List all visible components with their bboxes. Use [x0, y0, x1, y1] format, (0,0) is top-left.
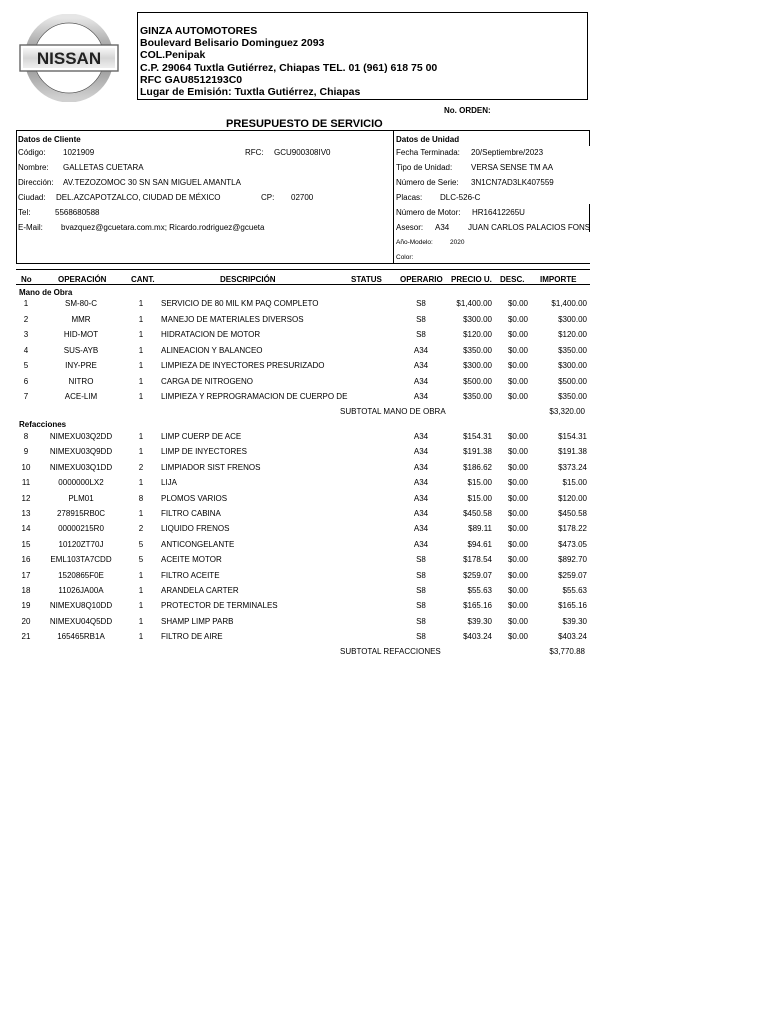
row-operator: A34	[413, 509, 429, 518]
row-unit-price: $1,400.00	[456, 299, 492, 308]
row-amount: $500.00	[558, 376, 587, 386]
row-operation-code: 1520865F0E	[58, 570, 104, 580]
row-operation-code: NIMEXU03Q1DD	[49, 462, 113, 472]
row-number: 14	[21, 524, 31, 534]
row-unit-price: $165.16	[463, 601, 492, 611]
row-quantity: 1	[138, 330, 144, 339]
row-discount: $0.00	[507, 345, 528, 355]
unit-model-year: 2020	[450, 239, 465, 246]
row-amount: $350.00	[558, 345, 587, 355]
row-unit-price: $450.58	[463, 509, 492, 518]
col-header-descripcion: DESCRIPCIÓN	[220, 275, 276, 284]
row-description: LIMP CUERP DE ACE	[161, 432, 242, 441]
row-number: 15	[21, 539, 31, 549]
row-quantity: 2	[138, 462, 144, 472]
table-row	[0, 346, 768, 358]
unit-engine-label: Número de Motor:	[396, 208, 461, 217]
row-discount: $0.00	[507, 392, 528, 401]
row-operation-code: NIMEXU03Q9DD	[49, 447, 113, 457]
row-quantity: 2	[138, 524, 144, 534]
client-code-label: Código:	[18, 148, 46, 157]
row-discount: $0.00	[507, 539, 528, 549]
row-number: 21	[21, 632, 31, 642]
row-unit-price: $120.00	[463, 330, 492, 339]
row-amount: $300.00	[558, 361, 587, 370]
row-operation-code: 11026JA00A	[58, 586, 104, 595]
row-description: ARANDELA CARTER	[161, 586, 239, 595]
row-description: FILTRO ACEITE	[161, 570, 220, 580]
table-row	[0, 571, 768, 583]
row-amount: $39.30	[562, 616, 587, 626]
col-header-operario: OPERARIO	[400, 275, 443, 284]
table-top-rule	[16, 269, 590, 270]
row-unit-price: $15.00	[467, 493, 492, 503]
row-operation-code: INY-PRE	[65, 361, 97, 370]
row-number: 16	[21, 555, 31, 565]
table-row	[0, 392, 768, 404]
row-description: SERVICIO DE 80 MIL KM PAQ COMPLETO	[161, 299, 319, 308]
row-operator: A34	[413, 432, 429, 441]
client-heading: Datos de Cliente	[18, 135, 81, 144]
row-amount: $450.58	[558, 509, 587, 518]
row-operator: A34	[413, 447, 429, 457]
row-operator: S8	[416, 555, 426, 565]
row-number: 13	[21, 509, 31, 518]
row-description: LIMP DE INYECTORES	[161, 447, 247, 457]
row-unit-price: $191.38	[463, 447, 492, 457]
row-unit-price: $154.31	[463, 432, 492, 441]
row-number: 17	[21, 570, 31, 580]
unit-border-top	[589, 130, 590, 146]
row-number: 1	[23, 299, 29, 308]
dealer-emission-place: Lugar de Emisión: Tuxtla Gutiérrez, Chiapas	[140, 86, 361, 99]
row-unit-price: $39.30	[467, 616, 492, 626]
row-quantity: 1	[138, 509, 144, 518]
row-quantity: 1	[138, 570, 144, 580]
row-operator: S8	[416, 570, 426, 580]
row-discount: $0.00	[507, 601, 528, 611]
row-operation-code: NIMEXU03Q2DD	[49, 432, 113, 441]
row-quantity: 1	[138, 361, 144, 370]
row-operator: A34	[413, 539, 429, 549]
section-divider	[393, 130, 394, 264]
row-quantity: 5	[138, 555, 144, 565]
row-amount: $892.70	[558, 555, 587, 565]
row-operator: A34	[413, 524, 429, 534]
labor-subtotal-value: $3,320.00	[549, 407, 585, 416]
dealer-rfc: RFC GAU8512193C0	[140, 73, 243, 86]
document-title: PRESUPUESTO DE SERVICIO	[226, 118, 383, 130]
row-description: CARGA DE NITROGENO	[161, 376, 254, 386]
unit-serial-label: Número de Serie:	[396, 178, 459, 187]
order-number	[444, 106, 497, 115]
row-number: 5	[23, 361, 29, 370]
unit-color-label: Color:	[396, 254, 414, 261]
row-operator: S8	[416, 601, 426, 611]
row-number: 11	[21, 478, 31, 488]
row-amount: $165.16	[558, 601, 587, 611]
row-operator: A34	[413, 392, 429, 401]
row-quantity: 1	[138, 314, 144, 324]
row-description: LIMPIADOR SIST FRENOS	[161, 462, 261, 472]
client-rfc-label: RFC:	[245, 148, 264, 157]
client-city-label: Ciudad:	[18, 193, 46, 202]
row-number: 7	[23, 392, 29, 401]
row-discount: $0.00	[507, 478, 528, 488]
unit-date: 20/Septiembre/2023	[471, 148, 544, 157]
row-quantity: 1	[138, 376, 144, 386]
row-unit-price: $178.54	[463, 555, 492, 565]
row-amount: $55.63	[562, 586, 587, 595]
row-operation-code: EML103TA7CDD	[50, 555, 112, 565]
col-header-cant: CANT.	[131, 275, 155, 284]
row-quantity: 1	[138, 447, 144, 457]
row-description: HIDRATACION DE MOTOR	[161, 330, 261, 339]
row-description: ACEITE MOTOR	[161, 555, 222, 565]
row-discount: $0.00	[507, 570, 528, 580]
nissan-logo-text: NISSAN	[36, 49, 102, 68]
unit-type-label: Tipo de Unidad:	[396, 163, 453, 172]
unit-type: VERSA SENSE TM AA	[471, 163, 554, 172]
row-operation-code: NIMEXU04Q5DD	[49, 616, 113, 626]
row-unit-price: $15.00	[467, 478, 492, 488]
order-label: No. ORDEN:	[444, 106, 491, 115]
dealer-colonia: COL.Penipak	[140, 49, 206, 62]
row-quantity: 1	[138, 616, 144, 626]
row-unit-price: $350.00	[463, 392, 492, 401]
row-amount: $120.00	[558, 493, 587, 503]
row-operation-code: PLM01	[68, 493, 94, 503]
dealer-cp-phone: C.P. 29064 Tuxtla Gutiérrez, Chiapas TEL. 01 (961) 618 75 00	[140, 61, 438, 74]
row-operation-code: MMR	[71, 314, 91, 324]
row-unit-price: $403.24	[463, 632, 492, 642]
unit-plates: DLC-526-C	[440, 193, 481, 202]
row-unit-price: $55.63	[467, 586, 492, 595]
col-header-operacion: OPERACIÓN	[58, 275, 107, 284]
row-operation-code: 165465RB1A	[57, 632, 105, 642]
client-name-label: Nombre:	[18, 163, 49, 172]
row-amount: $473.05	[558, 539, 587, 549]
client-email-label: E-Mail:	[18, 223, 43, 232]
client-tel-label: Tel:	[18, 208, 31, 217]
row-operator: A34	[413, 376, 429, 386]
row-operator: A34	[413, 462, 429, 472]
client-tel: 5568680588	[55, 208, 100, 217]
client-cp: 02700	[291, 193, 314, 202]
row-unit-price: $89.11	[468, 524, 492, 534]
row-operation-code: 0000000LX2	[58, 478, 104, 488]
row-description: MANEJO DE MATERIALES DIVERSOS	[161, 314, 304, 324]
unit-plates-label: Placas:	[396, 193, 423, 202]
row-operation-code: NITRO	[68, 376, 94, 386]
row-unit-price: $259.07	[463, 570, 492, 580]
row-discount: $0.00	[507, 555, 528, 565]
row-quantity: 1	[138, 478, 144, 488]
row-operator: S8	[416, 314, 426, 324]
row-quantity: 1	[138, 601, 144, 611]
unit-advisor-label: Asesor:	[396, 223, 424, 232]
table-row	[0, 463, 768, 475]
row-description: PROTECTOR DE TERMINALES	[161, 601, 278, 611]
row-operation-code: ACE-LIM	[64, 392, 98, 401]
table-row	[0, 509, 768, 521]
row-operation-code: SUS-AYB	[63, 345, 99, 355]
row-number: 12	[21, 493, 31, 503]
row-number: 2	[23, 314, 29, 324]
row-description: LIMPIEZA DE INYECTORES PRESURIZADO	[161, 361, 325, 370]
table-row	[0, 330, 768, 342]
row-description: LIJA	[161, 478, 178, 488]
row-discount: $0.00	[507, 493, 528, 503]
row-discount: $0.00	[507, 586, 528, 595]
row-unit-price: $186.62	[463, 462, 492, 472]
client-city: DEL.AZCAPOTZALCO, CIUDAD DE MÉXICO	[56, 193, 221, 202]
row-discount: $0.00	[507, 299, 528, 308]
dealer-address: Boulevard Belisario Dominguez 2093	[140, 37, 325, 50]
client-cp-label: CP:	[261, 193, 275, 202]
col-header-no: No	[21, 275, 32, 284]
table-row	[0, 524, 768, 536]
row-unit-price: $300.00	[463, 361, 492, 370]
table-row	[0, 299, 768, 311]
row-discount: $0.00	[507, 509, 528, 518]
row-discount: $0.00	[507, 330, 528, 339]
table-row	[0, 377, 768, 389]
row-discount: $0.00	[507, 524, 528, 534]
row-operation-code: SM-80-C	[64, 299, 97, 308]
table-row	[0, 632, 768, 644]
col-header-importe: IMPORTE	[540, 275, 577, 284]
col-header-status: STATUS	[351, 275, 382, 284]
group-label-parts: Refacciones	[19, 420, 67, 429]
row-operator: A34	[413, 345, 429, 355]
row-operator: S8	[416, 632, 426, 642]
row-amount: $373.24	[558, 462, 587, 472]
row-number: 4	[23, 345, 29, 355]
unit-serial: 3N1CN7AD3LK407559	[471, 178, 554, 187]
row-number: 6	[23, 376, 29, 386]
row-description: FILTRO DE AIRE	[161, 632, 223, 642]
row-quantity: 1	[138, 299, 144, 308]
table-row	[0, 540, 768, 552]
row-operation-code: 278915RB0C	[56, 509, 106, 518]
unit-date-label: Fecha Terminada:	[396, 148, 460, 157]
row-discount: $0.00	[507, 632, 528, 642]
row-number: 19	[21, 601, 31, 611]
client-rfc: GCU900308IV0	[274, 148, 331, 157]
table-row	[0, 617, 768, 629]
row-discount: $0.00	[507, 462, 528, 472]
row-unit-price: $94.61	[467, 539, 492, 549]
row-discount: $0.00	[507, 432, 528, 441]
table-row	[0, 555, 768, 567]
row-description: LIQUIDO FRENOS	[161, 524, 230, 534]
table-row	[0, 586, 768, 598]
row-amount: $350.00	[558, 392, 587, 401]
col-header-precio: PRECIO U.	[451, 275, 492, 284]
row-unit-price: $300.00	[463, 314, 492, 324]
row-operation-code: HID-MOT	[63, 330, 99, 339]
dealer-info-box	[137, 12, 588, 100]
row-amount: $259.07	[558, 570, 587, 580]
row-number: 9	[23, 447, 29, 457]
row-number: 18	[21, 586, 31, 595]
unit-advisor-code: A34	[435, 223, 450, 232]
row-unit-price: $500.00	[463, 376, 492, 386]
table-row	[0, 447, 768, 459]
row-discount: $0.00	[507, 376, 528, 386]
table-row	[0, 432, 768, 444]
table-row	[0, 361, 768, 373]
row-discount: $0.00	[507, 314, 528, 324]
row-description: ALINEACION Y BALANCEO	[161, 345, 263, 355]
row-quantity: 1	[138, 392, 144, 401]
row-operator: S8	[416, 299, 426, 308]
row-description: PLOMOS VARIOS	[161, 493, 228, 503]
client-email: bvazquez@gcuetara.com.mx; Ricardo.rodriguez@gcueta	[61, 223, 265, 232]
unit-heading: Datos de Unidad	[396, 135, 460, 144]
row-number: 10	[21, 462, 31, 472]
table-row	[0, 315, 768, 327]
parts-subtotal-value: $3,770.88	[549, 647, 585, 656]
client-name: GALLETAS CUETARA	[63, 163, 144, 172]
row-operation-code: 00000215R0	[58, 524, 104, 534]
row-quantity: 1	[138, 586, 144, 595]
row-quantity: 5	[138, 539, 144, 549]
table-row	[0, 478, 768, 490]
row-discount: $0.00	[507, 616, 528, 626]
nissan-logo	[18, 14, 120, 102]
row-operation-code: NIMEXU8Q10DD	[49, 601, 113, 611]
row-discount: $0.00	[507, 361, 528, 370]
row-operator: S8	[416, 330, 426, 339]
row-operator: A34	[413, 361, 429, 370]
labor-subtotal-label: SUBTOTAL MANO DE OBRA	[340, 407, 446, 416]
row-amount: $178.22	[558, 524, 587, 534]
dealer-name: GINZA AUTOMOTORES	[140, 25, 258, 37]
table-header-rule	[16, 284, 590, 285]
group-label-labor: Mano de Obra	[19, 288, 73, 297]
row-number: 8	[23, 432, 29, 441]
row-amount: $154.31	[558, 432, 587, 441]
row-amount: $15.00	[562, 478, 587, 488]
row-quantity: 1	[138, 345, 144, 355]
client-address: AV.TEZOZOMOC 30 SN SAN MIGUEL AMANTLA	[63, 178, 241, 187]
parts-subtotal-label: SUBTOTAL REFACCIONES	[340, 647, 441, 656]
row-operator: A34	[413, 478, 429, 488]
row-operator: S8	[416, 586, 426, 595]
row-quantity: 8	[138, 493, 144, 503]
col-header-desc: DESC.	[500, 275, 525, 284]
row-quantity: 1	[138, 632, 144, 642]
row-description: FILTRO CABINA	[161, 509, 221, 518]
row-operator: A34	[413, 493, 429, 503]
row-quantity: 1	[138, 432, 144, 441]
row-description: LIMPIEZA Y REPROGRAMACION DE CUERPO DE	[161, 392, 348, 401]
row-discount: $0.00	[507, 447, 528, 457]
row-amount: $300.00	[558, 314, 587, 324]
unit-model-year-label: Año-Modelo:	[396, 239, 433, 246]
row-number: 3	[23, 330, 29, 339]
row-amount: $1,400.00	[551, 299, 587, 308]
table-row	[0, 601, 768, 613]
row-description: ANTICONGELANTE	[161, 539, 235, 549]
client-code: 1021909	[63, 148, 95, 157]
unit-advisor-name: JUAN CARLOS PALACIOS FONS	[468, 223, 591, 232]
unit-engine: HR16412265U	[472, 208, 525, 217]
row-amount: $120.00	[558, 330, 587, 339]
row-operator: S8	[416, 616, 426, 626]
row-unit-price: $350.00	[463, 345, 492, 355]
client-address-label: Dirección:	[18, 178, 54, 187]
row-amount: $403.24	[558, 632, 587, 642]
row-operation-code: 10120ZT70J	[58, 539, 104, 549]
row-number: 20	[21, 616, 31, 626]
table-row	[0, 494, 768, 506]
row-amount: $191.38	[558, 447, 587, 457]
row-description: SHAMP LIMP PARB	[161, 616, 234, 626]
